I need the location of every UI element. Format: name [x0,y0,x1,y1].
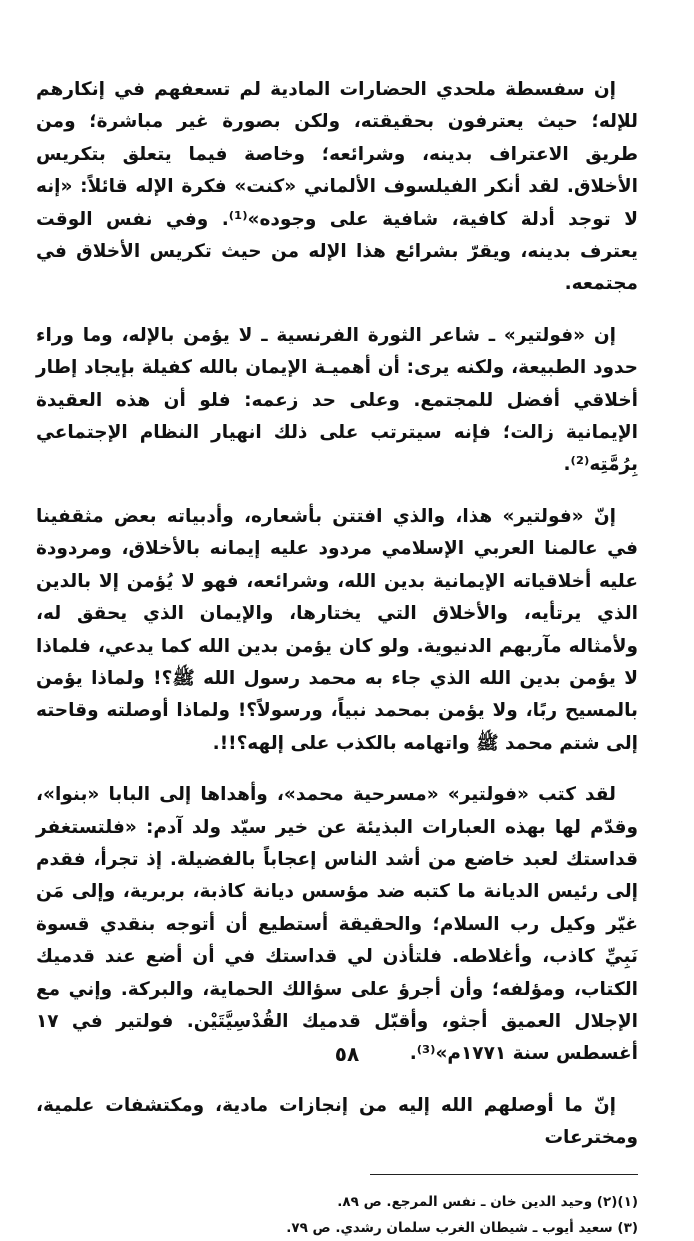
paragraph-text: لقد كتب «فولتير» «مسرحية محمد»، وأهداها إلى البابا «بنوا»، وقدّم لها بهذه العبارات البذيئة عن خير سيّد ولد آدم: «فلتستغفر قداستك لعبد خاضع من أشد الناس إعجاباً بالفضيلة. إذ تجرأ، فقدم إلى رئيس الديانة ما كتبه ضد مؤسس ديانة كاذبة، بربرية، وإلى مَن غيّر وكيل رب السلام؛ والحقيقة أستطيع أن أتوجه بنقدي قسوة نَبِيِّ كاذب، وأغلاطه. فلتأذن لي قداستك في أن أضع عند قدميك الكتاب، ومؤلفه؛ وأن أجرؤ على سؤالك الحماية، والبركة. وإني مع الإجلال العميق أجثو، وأقبّل قدميك القُدْسِيَّتَيْن. فولتير في ١٧ أغسطس سنة ١٧٧١م»⁽³⁾. [36,784,638,1065]
footnote-1: (١)(٢) وحيد الدين خان ـ نفس المرجع. ص ٨٩. [337,1193,638,1210]
paragraph-3 [36,501,638,760]
paragraph-text: إن «فولتير» ـ شاعر الثورة الفرنسية ـ لا يؤمن بالإله، وما وراء حدود الطبيعة، ولكنه يرى: أن أهميـة الإيمان بالله كفيلة بإيجاد إطار أخلاقي أفضل للمجتمع. وعلى حد زعمه: فلو أن هذه العقيدة الإيمانية زالت؛ فإنه سيترتب على ذلك انهيار النظام الإجتماعي بِرُمَّتِه⁽²⁾. [36,324,638,476]
paragraph-2 [36,320,638,482]
footnote-separator [370,1174,638,1175]
page-number: ٥٨ [334,1042,360,1066]
footnote-2: (٣) سعيد أيوب ـ شيطان الغرب سلمان رشدي. ص ٧٩. [286,1219,638,1236]
paragraph-5 [36,1090,638,1155]
paragraph-1 [36,74,638,301]
paragraph-text: إنّ ما أوصلهم الله إليه من إنجازات مادية، ومكتشفات علمية، ومخترعات [36,1094,638,1149]
paragraph-text: إنّ «فولتير» هذا، والذي افتتن بأشعاره، وأدبياته بعض مثقفينا في عالمنا العربي الإسلامي مردود عليه إيمانه بالأخلاق، ومردودة عليه أخلاقياته الإيمانية بدين الله، وشرائعه، فهو لا يُؤمن إلا بالدين الذي يرتأيه، والأخلاق التي يختارها، والإيمان الذي يحقق له، ولأمثاله مآربهم الدنيوية. ولو كان يؤمن بدين الله كما يدعي، فلماذا لا يؤمن بدين الله الذي جاء به محمد رسول الله ﷺ؟! ولماذا يؤمن بالمسيح ربًا، ولا يؤمن بمحمد نبياً، ورسولاً؟! ولماذا أوصلته وقاحته إلى شتم محمد ﷺ واتهامه بالكذب على إلهه؟!!. [36,505,638,754]
paragraph-text: إن سفسطة ملحدي الحضارات المادية لم تسعفهم في إنكارهم للإله؛ حيث يعترفون بحقيقته، ولكن بصورة غير مباشرة؛ ومن طريق الاعتراف بدينه، وشرائعه؛ وخاصة فيما يتعلق بتكريس الأخلاق. لقد أنكر الفيلسوف الألماني «كنت» فكرة الإله قائلاً: «إنه لا توجد أدلة كافية، شافية على وجوده»⁽¹⁾. وفي نفس الوقت يعترف بدينه، ويقرّ بشرائع هذا الإله من حيث تكريس الأخلاق في مجتمعه. [36,79,638,295]
paragraph-4 [36,779,638,1071]
